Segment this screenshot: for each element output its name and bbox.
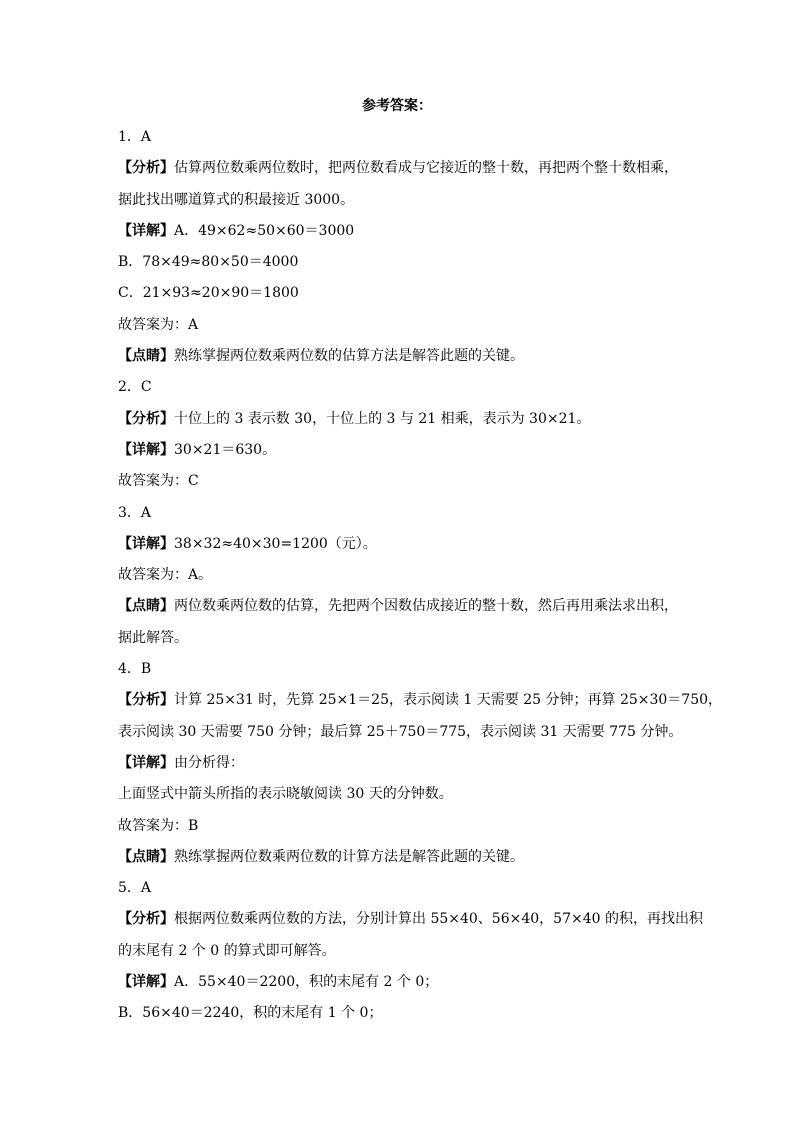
line-text: 3．A [118,504,152,521]
answer-line [118,122,696,153]
line-text: 计算 25×31 时，先算 25×1＝25，表示阅读 1 天需要 25 分钟；再算 25×30＝750， [174,692,723,709]
answer-line [118,873,696,904]
answer-line [118,811,696,842]
line-text: 由分析得： [174,754,244,771]
answer-line [118,904,703,935]
answer-line [118,404,696,435]
answer-line [118,216,696,247]
answer-line [118,341,696,372]
section-tag: 【点睛】 [118,348,174,365]
answer-content [118,122,723,1030]
section-tag: 【分析】 [118,160,174,177]
section-tag: 【详解】 [118,222,174,239]
answer-line [118,967,696,998]
line-text: 据此找出哪道算式的积最接近 3000。 [118,191,355,208]
section-tag: 【点睛】 [118,598,174,615]
answer-line [118,717,696,748]
line-text: 4．B [118,661,152,678]
line-text: 2．C [118,379,152,396]
line-text: 故答案为：A [118,316,199,333]
line-text: 估算两位数乘两位数时，把两位数看成与它接近的整十数，再把两个整十数相乘， [174,160,678,177]
section-tag: 【详解】 [118,974,174,991]
section-tag: 【详解】 [118,441,174,458]
line-text: 故答案为：B [118,817,199,834]
answer-line [118,498,696,529]
answer-line [118,435,696,466]
line-text: 据此解答。 [118,629,188,646]
answer-line [118,466,696,497]
section-tag: 【详解】 [118,754,174,771]
line-text: 故答案为：A。 [118,567,213,584]
line-text: 1．A [118,129,152,145]
line-text: 两位数乘两位数的估算，先把两个因数估成接近的整十数，然后再用乘法求出积， [174,598,678,615]
line-text: 根据两位数乘两位数的方法，分别计算出 55×40、56×40，57×40 的积，再找出积 [174,911,703,928]
answer-line [118,654,696,685]
answer-line [118,842,696,873]
section-tag: 【分析】 [118,911,174,928]
answer-line [118,310,696,341]
answer-line [118,372,696,403]
answer-line [118,748,696,779]
line-text: C．21×93≈20×90＝1800 [118,285,299,302]
line-text: 故答案为：C [118,473,199,490]
answer-line [118,247,696,278]
answer-line [118,153,696,184]
line-text: 熟练掌握两位数乘两位数的计算方法是解答此题的关键。 [174,848,524,865]
line-text: 30×21＝630。 [174,441,277,458]
answer-line [118,685,723,716]
section-tag: 【分析】 [118,692,174,709]
line-text: 十位上的 3 表示数 30，十位上的 3 与 21 相乘，表示为 30×21。 [174,410,591,427]
answer-line [118,560,696,591]
section-tag: 【分析】 [118,410,174,427]
line-text: 熟练掌握两位数乘两位数的估算方法是解答此题的关键。 [174,348,524,365]
section-tag: 【详解】 [118,535,174,552]
document-title: 参考答案： [362,98,432,114]
line-text: A．55×40＝2200，积的末尾有 2 个 0； [174,974,439,991]
line-text: A．49×62≈50×60＝3000 [174,222,355,239]
answer-line [118,185,696,216]
answer-line [118,623,696,654]
line-text: 38×32≈40×30=1200（元）。 [174,535,377,552]
line-text: 表示阅读 30 天需要 750 分钟；最后算 25＋750＝775，表示阅读 31 天需要 775 分钟。 [118,723,683,740]
line-text: 的末尾有 2 个 0 的算式即可解答。 [118,942,336,959]
answer-line [118,278,696,309]
answer-line [118,998,696,1029]
line-text: B．56×40＝2240，积的末尾有 1 个 0； [118,1005,383,1022]
answer-line [118,591,696,622]
answer-line [118,779,696,810]
line-text: B．78×49≈80×50＝4000 [118,254,299,271]
answer-line [118,529,696,560]
section-tag: 【点睛】 [118,848,174,865]
line-text: 上面竖式中箭头所指的表示晓敏阅读 30 天的分钟数。 [118,786,453,803]
answer-line [118,936,696,967]
line-text: 5．A [118,880,152,897]
